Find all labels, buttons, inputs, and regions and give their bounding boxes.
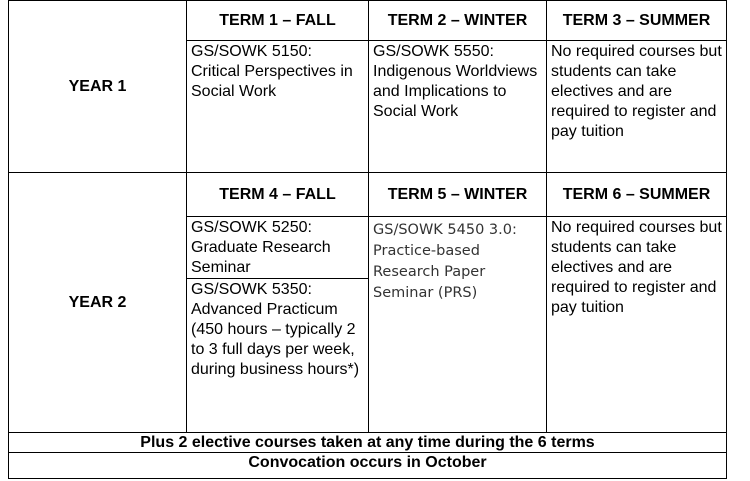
term6-note: No required courses but students can take electives and are required to register and pay tuition <box>547 217 727 433</box>
term1-course: GS/SOWK 5150: Critical Perspectives in Social Work <box>187 41 369 173</box>
year1-label: YEAR 1 <box>9 1 187 173</box>
term4-course-2: GS/SOWK 5350: Advanced Practicum (450 hours – typically 2 to 3 full days per week, during business hours*) <box>187 279 369 433</box>
electives-row <box>9 433 727 453</box>
electives-note: Plus 2 elective courses taken at any time during the 6 terms <box>9 433 727 453</box>
term5-course: GS/SOWK 5450 3.0: Practice-based Research Paper Seminar (PRS) <box>369 217 547 433</box>
term4-course-1: GS/SOWK 5250: Graduate Research Seminar <box>187 217 369 279</box>
term2-header: TERM 2 – WINTER <box>369 1 547 41</box>
year1-header-row <box>9 1 727 41</box>
year2-header-row <box>9 173 727 217</box>
program-schedule-table <box>8 0 727 479</box>
term3-note: No required courses but students can take electives and are required to register and pay tuition <box>547 41 727 173</box>
term6-header: TERM 6 – SUMMER <box>547 173 727 217</box>
term3-header: TERM 3 – SUMMER <box>547 1 727 41</box>
term4-header: TERM 4 – FALL <box>187 173 369 217</box>
convocation-note: Convocation occurs in October <box>9 453 727 479</box>
year2-label: YEAR 2 <box>9 173 187 433</box>
page-edge-fade <box>726 0 750 481</box>
term1-header: TERM 1 – FALL <box>187 1 369 41</box>
convocation-row <box>9 453 727 479</box>
term2-course: GS/SOWK 5550: Indigenous Worldviews and Implications to Social Work <box>369 41 547 173</box>
term5-header: TERM 5 – WINTER <box>369 173 547 217</box>
